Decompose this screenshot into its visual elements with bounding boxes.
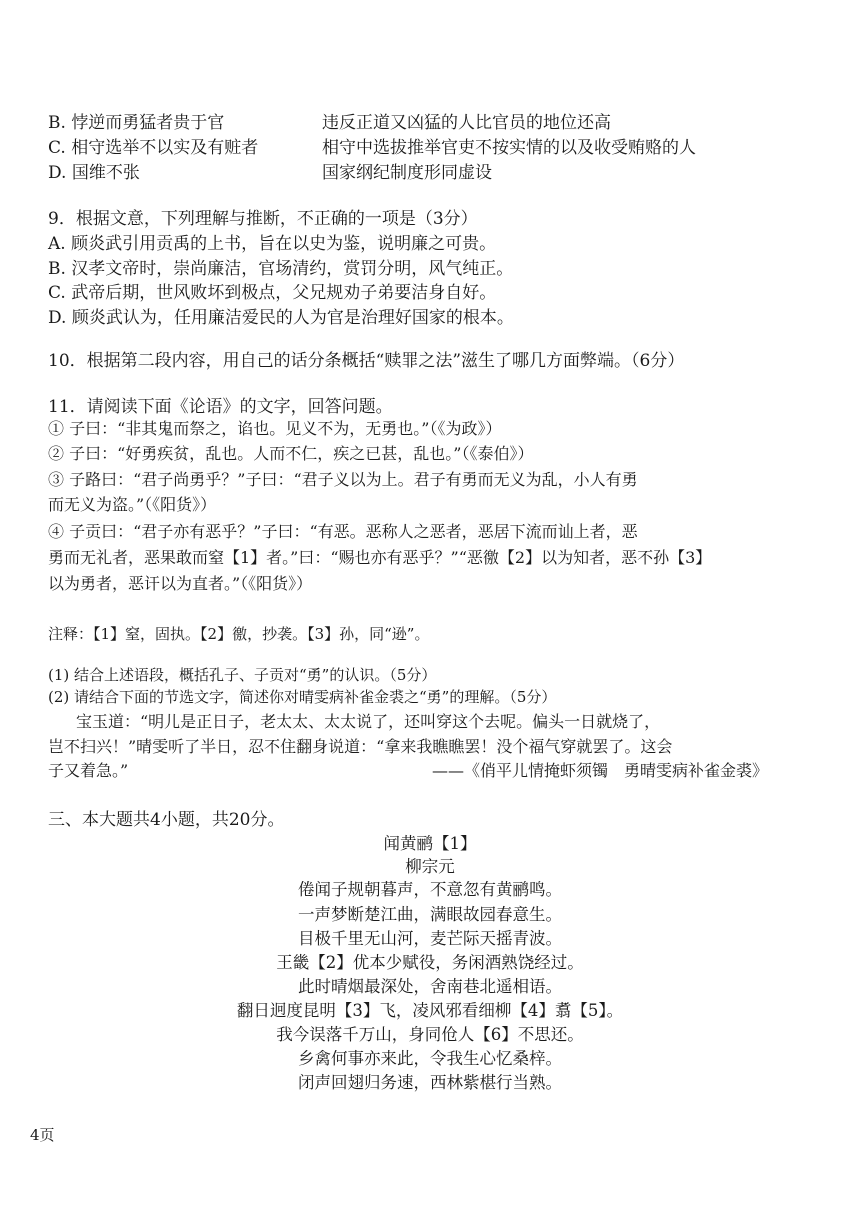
- q9-option-c: C. 武帝后期，世风败坏到极点，父兄规劝子弟要洁身自好。: [48, 283, 497, 303]
- poem-line-6: 翻日迥度昆明【3】飞，凌风邪看细柳【4】翥【5】。: [236, 1001, 624, 1020]
- poem-line-8: 乡禽何事亦来此，令我生心忆桑梓。: [298, 1049, 562, 1068]
- q9-option-d: D. 顾炎武认为，任用廉洁爱民的人为官是治理好国家的根本。: [48, 308, 514, 328]
- q11-passage-3b: 而无义为盗。”（《阳货》）: [48, 495, 217, 514]
- q8-option-b-translation: 违反正道又凶猛的人比官员的地位还高: [322, 113, 611, 133]
- q10-stem: 10．根据第二段内容，用自己的话分条概括“赎罪之法”滋生了哪几方面弊端。（6分）: [48, 351, 685, 371]
- q11-passage-1: ① 子曰：“非其鬼而祭之，谄也。见义不为，无勇也。”（《为政》）: [48, 419, 502, 438]
- poem-title: 闻黄鹂【1】: [383, 834, 477, 853]
- q11-note: 注释：【1】窒，固执。【2】徼，抄袭。【3】孙，同“逊”。: [48, 625, 430, 643]
- poem-line-7: 我今误落千万山，身同伧人【6】不思还。: [276, 1025, 584, 1044]
- excerpt-line-1: 宝玉道：“明儿是正日子，老太太、太太说了，还叫穿这个去呢。偏头一日就烧了，: [76, 712, 661, 731]
- q9-option-a: A. 顾炎武引用贡禹的上书，旨在以史为鉴，说明廉之可贵。: [48, 234, 497, 254]
- q8-option-b-text: B. 悖逆而勇猛者贵于官: [48, 113, 225, 133]
- q11-passage-4a: ④ 子贡曰：“君子亦有恶乎？”子曰：“有恶。恶称人之恶者，恶居下流而讪上者，恶: [48, 522, 638, 541]
- q11-passage-4c: 以为勇者，恶讦以为直者。”（《阳货》）: [48, 574, 313, 593]
- q8-option-d-translation: 国家纲纪制度形同虚设: [322, 163, 492, 183]
- poem-line-9: 闭声回翅归务速，西林紫椹行当熟。: [298, 1073, 562, 1092]
- page-number: 4页: [30, 1126, 55, 1144]
- q11-sub-question-1: (1) 结合上述语段，概括孔子、子贡对“勇”的认识。（5分）: [48, 666, 437, 684]
- section-3-heading: 三、本大题共4小题，共20分。: [48, 810, 285, 830]
- q8-option-c: [48, 133, 696, 158]
- poem-author: 柳宗元: [405, 857, 455, 876]
- poem-line-2: 一声梦断楚江曲，满眼故园春意生。: [298, 905, 562, 924]
- excerpt-line-2: 岂不扫兴！”晴雯听了半日，忍不住翻身说道：“拿来我瞧瞧罢！没个福气穿就罢了。这会: [48, 737, 673, 756]
- q11-sub-question-2: (2) 请结合下面的节选文字，简述你对晴雯病补雀金裘之“勇”的理解。（5分）: [48, 688, 557, 706]
- q8-option-b: [48, 108, 611, 133]
- poem-line-4: 王畿【2】优本少赋役，务闲酒熟饶经过。: [276, 953, 584, 972]
- q8-option-c-translation: 相守中选拔推举官吏不按实情的以及收受贿赂的人: [322, 138, 696, 158]
- excerpt-source: ——《俏平儿情掩虾须镯 勇晴雯病补雀金裘》: [431, 761, 768, 780]
- q11-stem: 11．请阅读下面《论语》的文字，回答问题。: [48, 397, 393, 417]
- poem-line-3: 目极千里无山河，麦芒际天摇青波。: [298, 929, 562, 948]
- q9-option-b: B. 汉孝文帝时，崇尚廉洁，官场清约，赏罚分明，风气纯正。: [48, 259, 514, 279]
- q8-option-d: [48, 158, 492, 183]
- poem-line-1: 倦闻子规朝暮声，不意忽有黄鹂鸣。: [298, 880, 562, 899]
- excerpt-line-3: 子又着急。”: [48, 761, 129, 780]
- q11-passage-2: ② 子曰：“好勇疾贫，乱也。人而不仁，疾之已甚，乱也。”（《泰伯》）: [48, 444, 534, 463]
- q8-option-d-text: D. 国维不张: [48, 163, 140, 183]
- poem-line-5: 此时晴烟最深处，舍南巷北遥相语。: [298, 977, 562, 996]
- q11-passage-4b: 勇而无礼者，恶果敢而窒【1】者。”曰：“赐也亦有恶乎？”“恶徼【2】以为知者，恶不孙【3】: [48, 548, 712, 567]
- q8-option-c-text: C. 相守选举不以实及有赃者: [48, 138, 259, 158]
- q9-stem: 9．根据文意，下列理解与推断，不正确的一项是（3分）: [48, 209, 478, 229]
- q11-passage-3a: ③ 子路曰：“君子尚勇乎？”子曰：“君子义以为上。君子有勇而无义为乱，小人有勇: [48, 470, 638, 489]
